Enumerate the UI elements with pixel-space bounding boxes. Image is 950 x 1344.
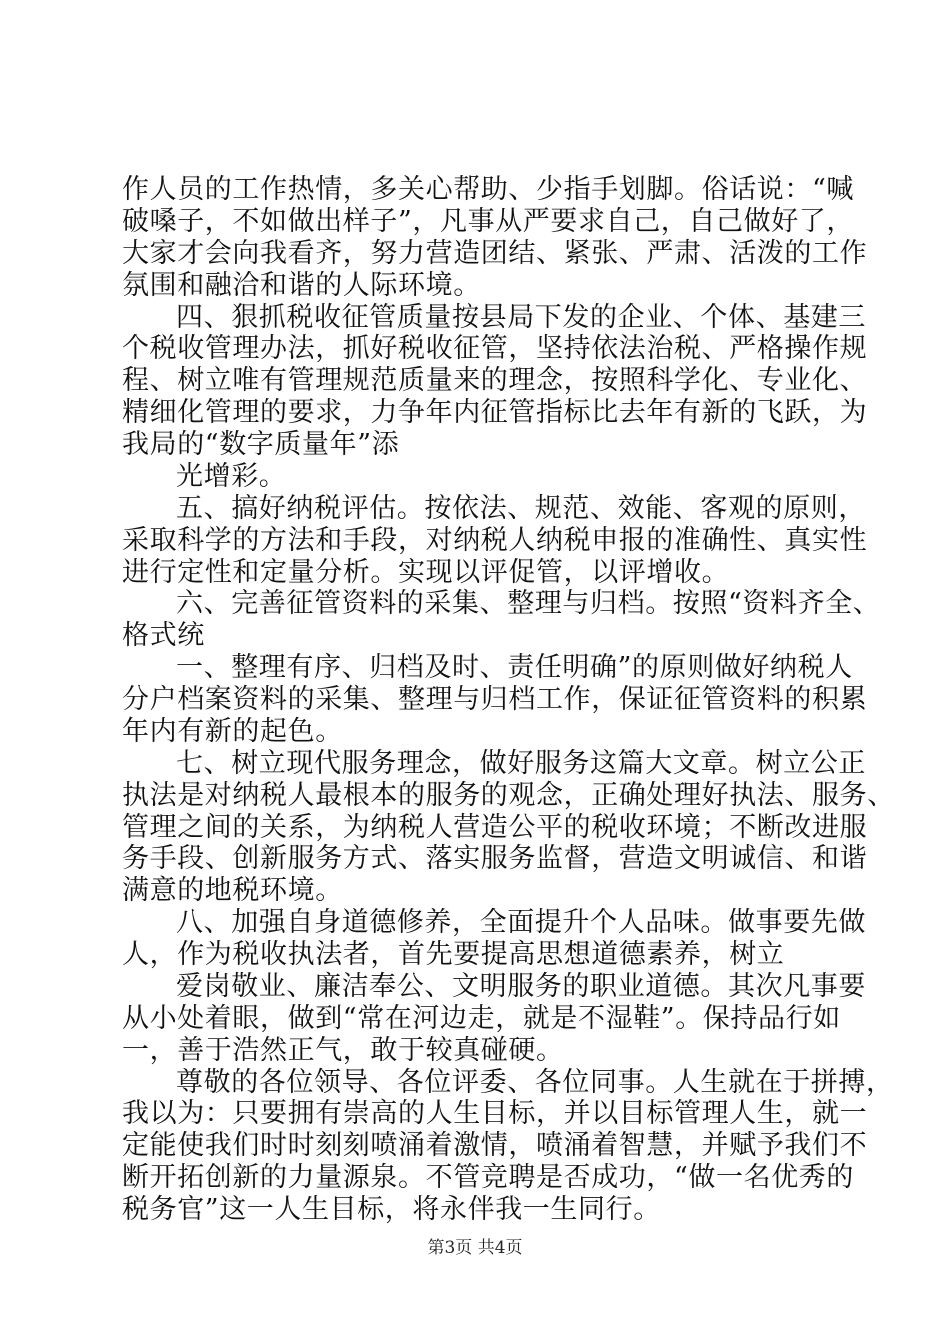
- text-line: 格式统: [122, 620, 205, 652]
- paragraph-start-line: 五、搞好纳税评估。按依法、规范、效能、客观的原则，: [176, 492, 866, 524]
- text-line: 税务官”这一人生目标，将永伴我一生同行。: [122, 1194, 661, 1226]
- text-line: 进行定性和定量分析。实现以评促管，以评增收。: [122, 556, 730, 588]
- text-line: 我局的“数字质量年”添: [122, 429, 400, 461]
- paragraph-start-line: 八、加强自身道德修养，全面提升个人品味。做事要先做: [176, 907, 866, 939]
- text-line: 一，善于浩然正气，敢于较真碰硬。: [122, 1034, 564, 1066]
- text-line: 氛围和融洽和谐的人际环境。: [122, 269, 481, 301]
- text-line: 个税收管理办法，抓好税收征管，坚持依法治税、严格操作规: [122, 333, 868, 365]
- text-line: 程、树立唯有管理规范质量来的理念，按照科学化、专业化、: [122, 365, 868, 397]
- text-line: 断开拓创新的力量源泉。不管竞聘是否成功，“做一名优秀的: [122, 1162, 855, 1194]
- text-line: 人，作为税收执法者，首先要提高思想道德素养，树立: [122, 939, 785, 971]
- paragraph-start-line: 六、完善征管资料的采集、整理与归档。按照“资料齐全、: [176, 588, 881, 620]
- text-line: 从小处着眼，做到“常在河边走，就是不湿鞋”。保持品行如: [122, 1002, 841, 1034]
- text-line: 满意的地税环境。: [122, 875, 343, 907]
- paragraph-start-line: 爱岗敬业、廉洁奉公、文明服务的职业道德。其次凡事要: [176, 970, 866, 1002]
- text-line: 管理之间的关系，为纳税人营造公平的税收环境；不断改进服: [122, 811, 868, 843]
- paragraph-start-line: 四、狠抓税收征管质量按县局下发的企业、个体、基建三: [176, 301, 866, 333]
- text-line: 年内有新的起色。: [122, 715, 343, 747]
- text-line: 务手段、创新服务方式、落实服务监督，营造文明诚信、和谐: [122, 843, 868, 875]
- text-line: 大家才会向我看齐，努力营造团结、紧张、严肃、活泼的工作: [122, 237, 868, 269]
- paragraph-start-line: 一、整理有序、归档及时、责任明确”的原则做好纳税人: [176, 652, 853, 684]
- text-line: 定能使我们时时刻刻喷涌着激情，喷涌着智慧，并赋予我们不: [122, 1130, 868, 1162]
- text-line: 作人员的工作热情，多关心帮助、少指手划脚。俗话说：“喊: [122, 174, 855, 205]
- paragraph-start-line: 尊敬的各位领导、各位评委、各位同事。人生就在于拼搏，: [176, 1066, 894, 1098]
- page-number-footer: 第3页 共4页: [427, 1238, 523, 1258]
- text-line: 我以为：只要拥有崇高的人生目标，并以目标管理人生，就一: [122, 1098, 868, 1130]
- text-line: 分户档案资料的采集、整理与归档工作，保证征管资料的积累: [122, 684, 868, 716]
- text-line: 执法是对纳税人最根本的服务的观念，正确处理好执法、服务、: [122, 779, 895, 811]
- paragraph-start-line: 七、树立现代服务理念，做好服务这篇大文章。树立公正: [176, 747, 866, 779]
- text-line: 破嗓子，不如做出样子”，凡事从严要求自己，自己做好了，: [122, 205, 855, 237]
- text-line: 精细化管理的要求，力争年内征管指标比去年有新的飞跃，为: [122, 397, 868, 429]
- text-line: 采取科学的方法和手段，对纳税人纳税申报的准确性、真实性: [122, 524, 868, 556]
- paragraph-start-line: 光增彩。: [176, 460, 287, 492]
